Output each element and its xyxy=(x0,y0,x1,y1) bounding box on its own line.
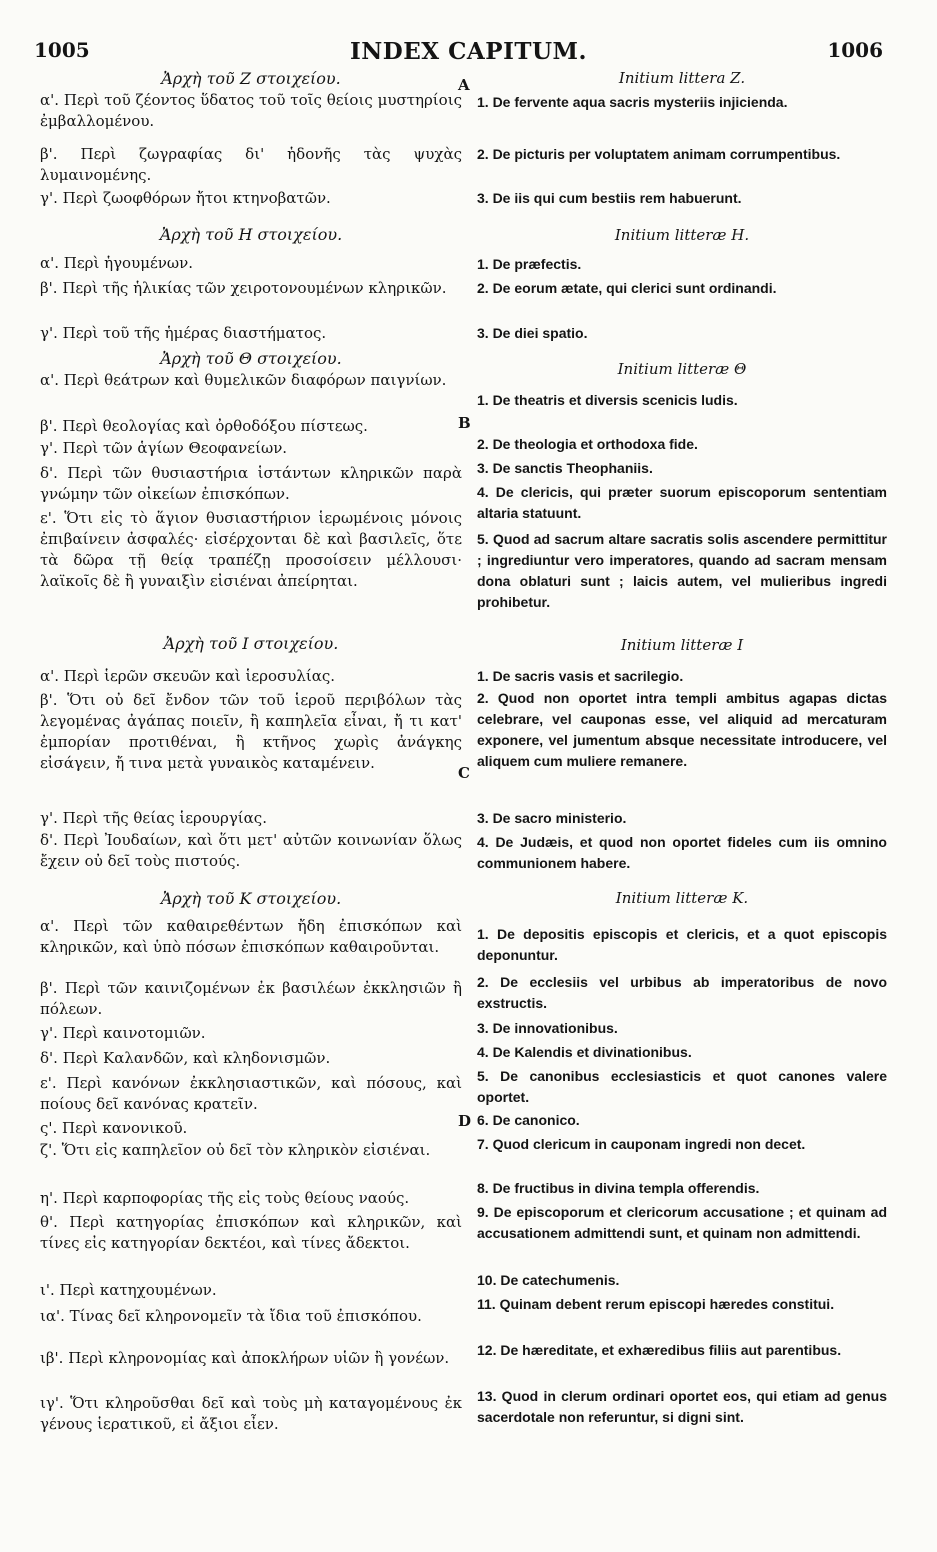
greek-entry: α'. Περὶ τῶν καθαιρεθέντων ἤδη ἐπισκόπων καὶ κληρικῶν, καὶ ὑπὸ πόσων ἐπισκόπων καθαιροῦνται. xyxy=(40,917,462,956)
page-title: INDEX CAPITUM. xyxy=(350,38,587,65)
greek-entry: ια'. Τίνας δεῖ κληρονομεῖν τὰ ἴδια τοῦ ἐπισκόπου. xyxy=(40,1307,422,1325)
latin-entry: 1. De sacris vasis et sacrilegio. xyxy=(477,668,684,684)
greek-entry: ς'. Περὶ κανονικοῦ. xyxy=(40,1119,188,1137)
latin-entry: 3. De sanctis Theophaniis. xyxy=(477,460,653,476)
greek-entry: β'. Περὶ τῆς ἡλικίας τῶν χειροτονουμένων κληρικῶν. xyxy=(40,279,447,297)
greek-section-heading: Ἀρχὴ τοῦ Θ στοιχείου. xyxy=(160,349,342,368)
greek-entry: α'. Περὶ τοῦ ζέοντος ὕδατος τοῦ τοῖς θείοις μυστηρίοις ἐμβαλλομένου. xyxy=(40,91,462,130)
greek-entry: δ'. Περὶ Ἰουδαίων, καὶ ὅτι μετ' αὐτῶν κοινωνίαν ὅλως ἔχειν οὐ δεῖ τοὺς πιστούς. xyxy=(40,831,462,870)
greek-entry: θ'. Περὶ κατηγορίας ἐπισκόπων καὶ κληρικῶν, καὶ τίνες εἰς κατηγορίαν δεκτέοι, καὶ τίνες ἄδεκτοι. xyxy=(40,1213,462,1252)
greek-entry: γ'. Περὶ καινοτομιῶν. xyxy=(40,1024,206,1042)
greek-section-heading: Ἀρχὴ τοῦ Η στοιχείου. xyxy=(159,225,343,244)
greek-entry: ε'. Ὅτι εἰς τὸ ἅγιον θυσιαστήριον ἱερωμένοις μόνοις ἐπιβαίνειν ἀσφαλές· εἰσέρχονται δὲ καὶ βασιλεῖς, ὅτε τὰ δῶρα τῇ θείᾳ τραπέζῃ προσοίσειν μέλλουσι· λαϊκοῖς δὲ ἢ γυναιξὶν εἰσιέναι ἀπείρηται. xyxy=(40,509,462,590)
latin-entry: 5. Quod ad sacrum altare sacratis solis ascendere permittitur ; ingrediuntur vero imperatores, quando ad sacram mensam dona oblaturi sunt ; laicis autem, vel mulieribus ingredi prohibetur. xyxy=(477,531,887,610)
latin-entry: 1. De theatris et diversis scenicis ludis. xyxy=(477,392,738,408)
margin-letter-d: D xyxy=(458,1112,472,1130)
greek-entry: β'. Περὶ θεολογίας καὶ ὀρθοδόξου πίστεως. xyxy=(40,417,368,435)
greek-entry: ζ'. Ὅτι εἰς καπηλεῖον οὐ δεῖ τὸν κληρικὸν εἰσιέναι. xyxy=(40,1141,431,1159)
greek-entry: α'. Περὶ θεάτρων καὶ θυμελικῶν διαφόρων παιγνίων. xyxy=(40,371,447,389)
latin-entry: 4. De Judæis, et quod non oportet fideles cum iis omnino communionem habere. xyxy=(477,834,887,871)
latin-entry: 13. Quod in clerum ordinari oportet eos, qui etiam ad genus sacerdotale non referuntur, si digni sint. xyxy=(477,1388,887,1425)
latin-section-heading: Initium litteræ Θ xyxy=(617,360,747,378)
greek-entry: δ'. Περὶ Καλανδῶν, καὶ κληδονισμῶν. xyxy=(40,1049,331,1067)
latin-entry: 3. De diei spatio. xyxy=(477,325,588,341)
latin-section-heading: Initium litteræ I xyxy=(620,636,744,654)
greek-entry: β'. Ὅτι οὐ δεῖ ἔνδον τῶν τοῦ ἱεροῦ περιβόλων τὰς λεγομένας ἀγάπας ποιεῖν, ἢ καπηλεῖα εἶναι, ἤ τι κατ' ἐμπορίαν προτιθέναι, ἢ κτῆνος χωρὶς ἀνάγκης εἰσάγειν, ἤ τινα μετὰ γυναικὸς καταμένειν. xyxy=(40,691,462,772)
greek-section-heading: Ἀρχὴ τοῦ Κ στοιχείου. xyxy=(160,889,342,908)
greek-entry: γ'. Περὶ ζωοφθόρων ἤτοι κτηνοβατῶν. xyxy=(40,189,331,207)
greek-entry: η'. Περὶ καρποφορίας τῆς εἰς τοὺς θείους ναούς. xyxy=(40,1189,410,1207)
greek-entry: β'. Περὶ τῶν καινιζομένων ἐκ βασιλέων ἐκκλησιῶν ἢ πόλεων. xyxy=(40,979,462,1018)
latin-entry: 11. Quinam debent rerum episcopi hæredes constitui. xyxy=(477,1296,835,1312)
latin-entry: 2. De theologia et orthodoxa fide. xyxy=(477,436,698,452)
greek-entry: ε'. Περὶ κανόνων ἐκκλησιαστικῶν, καὶ πόσους, καὶ ποίους δεῖ κανόνας κρατεῖν. xyxy=(40,1074,462,1113)
margin-letter-a: A xyxy=(458,76,470,94)
latin-entry: 10. De catechumenis. xyxy=(477,1272,620,1288)
greek-entry: γ'. Περὶ τῶν ἁγίων Θεοφανείων. xyxy=(40,439,288,457)
latin-entry: 1. De præfectis. xyxy=(477,256,582,272)
greek-entry: α'. Περὶ ἱερῶν σκευῶν καὶ ἱεροσυλίας. xyxy=(40,667,336,685)
greek-entry: γ'. Περὶ τοῦ τῆς ἡμέρας διαστήματος. xyxy=(40,324,327,342)
margin-letter-b: B xyxy=(458,414,471,432)
latin-entry: 2. De picturis per voluptatem animam corrumpentibus. xyxy=(477,146,841,162)
latin-entry: 7. Quod clericum in cauponam ingredi non decet. xyxy=(477,1136,806,1152)
latin-section-heading: Initium litteræ K. xyxy=(615,889,749,907)
latin-entry: 1. De depositis episcopis et clericis, et a quot episcopis deponuntur. xyxy=(477,926,887,963)
latin-section-heading: Initium littera Z. xyxy=(618,69,746,87)
greek-section-heading: Ἀρχὴ τοῦ Ι στοιχείου. xyxy=(163,634,339,653)
latin-entry: 12. De hæreditate, et exhæredibus filiis aut parentibus. xyxy=(477,1342,842,1358)
latin-entry: 4. De clericis, qui præter suorum episcoporum sententiam altaria statuunt. xyxy=(477,484,887,521)
greek-entry: ιγ'. Ὅτι κληροῦσθαι δεῖ καὶ τοὺς μὴ καταγομένους ἐκ γένους ἱερατικοῦ, εἰ ἄξιοι εἶεν. xyxy=(40,1394,462,1433)
greek-entry: α'. Περὶ ἡγουμένων. xyxy=(40,254,193,272)
greek-entry: β'. Περὶ ζωγραφίας δι' ἡδονῆς τὰς ψυχὰς λυμαινομένης. xyxy=(40,145,462,184)
latin-entry: 9. De episcoporum et clericorum accusatione ; et quinam ad accusationem admittendi sunt, et quinam non admittendi. xyxy=(477,1204,887,1241)
page-number-right: 1006 xyxy=(827,38,883,62)
greek-entry: ιβ'. Περὶ κληρονομίας καὶ ἀποκλήρων υἱῶν ἢ γονέων. xyxy=(40,1349,450,1367)
greek-entry: ι'. Περὶ κατηχουμένων. xyxy=(40,1281,217,1299)
latin-entry: 2. De ecclesiis vel urbibus ab imperatoribus de novo exstructis. xyxy=(477,974,887,1011)
latin-entry: 4. De Kalendis et divinationibus. xyxy=(477,1044,692,1060)
latin-section-heading: Initium litteræ H. xyxy=(614,226,750,244)
latin-entry: 2. Quod non oportet intra templi ambitus agapas dictas celebrare, vel cauponas esse, vel aliquid ad mercaturam exponere, vel jumentum absque necessitate introducere, vel aliquem cum muliere remanere. xyxy=(477,690,887,769)
margin-letter-c: C xyxy=(458,764,470,782)
latin-entry: 6. De canonico. xyxy=(477,1112,580,1128)
latin-entry: 1. De fervente aqua sacris mysteriis injicienda. xyxy=(477,94,788,110)
latin-entry: 3. De sacro ministerio. xyxy=(477,810,627,826)
latin-entry: 5. De canonibus ecclesiasticis et quot canones valere oportet. xyxy=(477,1068,887,1105)
greek-entry: δ'. Περὶ τῶν θυσιαστήρια ἱστάντων κληρικῶν παρὰ γνώμην τῶν οἰκείων ἐπισκόπων. xyxy=(40,464,462,503)
latin-entry: 3. De innovationibus. xyxy=(477,1020,618,1036)
greek-entry: γ'. Περὶ τῆς θείας ἱερουργίας. xyxy=(40,809,267,827)
greek-section-heading: Ἀρχὴ τοῦ Ζ στοιχείου. xyxy=(161,69,341,88)
latin-entry: 8. De fructibus in divina templa offerendis. xyxy=(477,1180,760,1196)
latin-entry: 2. De eorum ætate, qui clerici sunt ordinandi. xyxy=(477,280,777,296)
latin-entry: 3. De iis qui cum bestiis rem habuerunt. xyxy=(477,190,742,206)
page-number-left: 1005 xyxy=(34,38,90,62)
